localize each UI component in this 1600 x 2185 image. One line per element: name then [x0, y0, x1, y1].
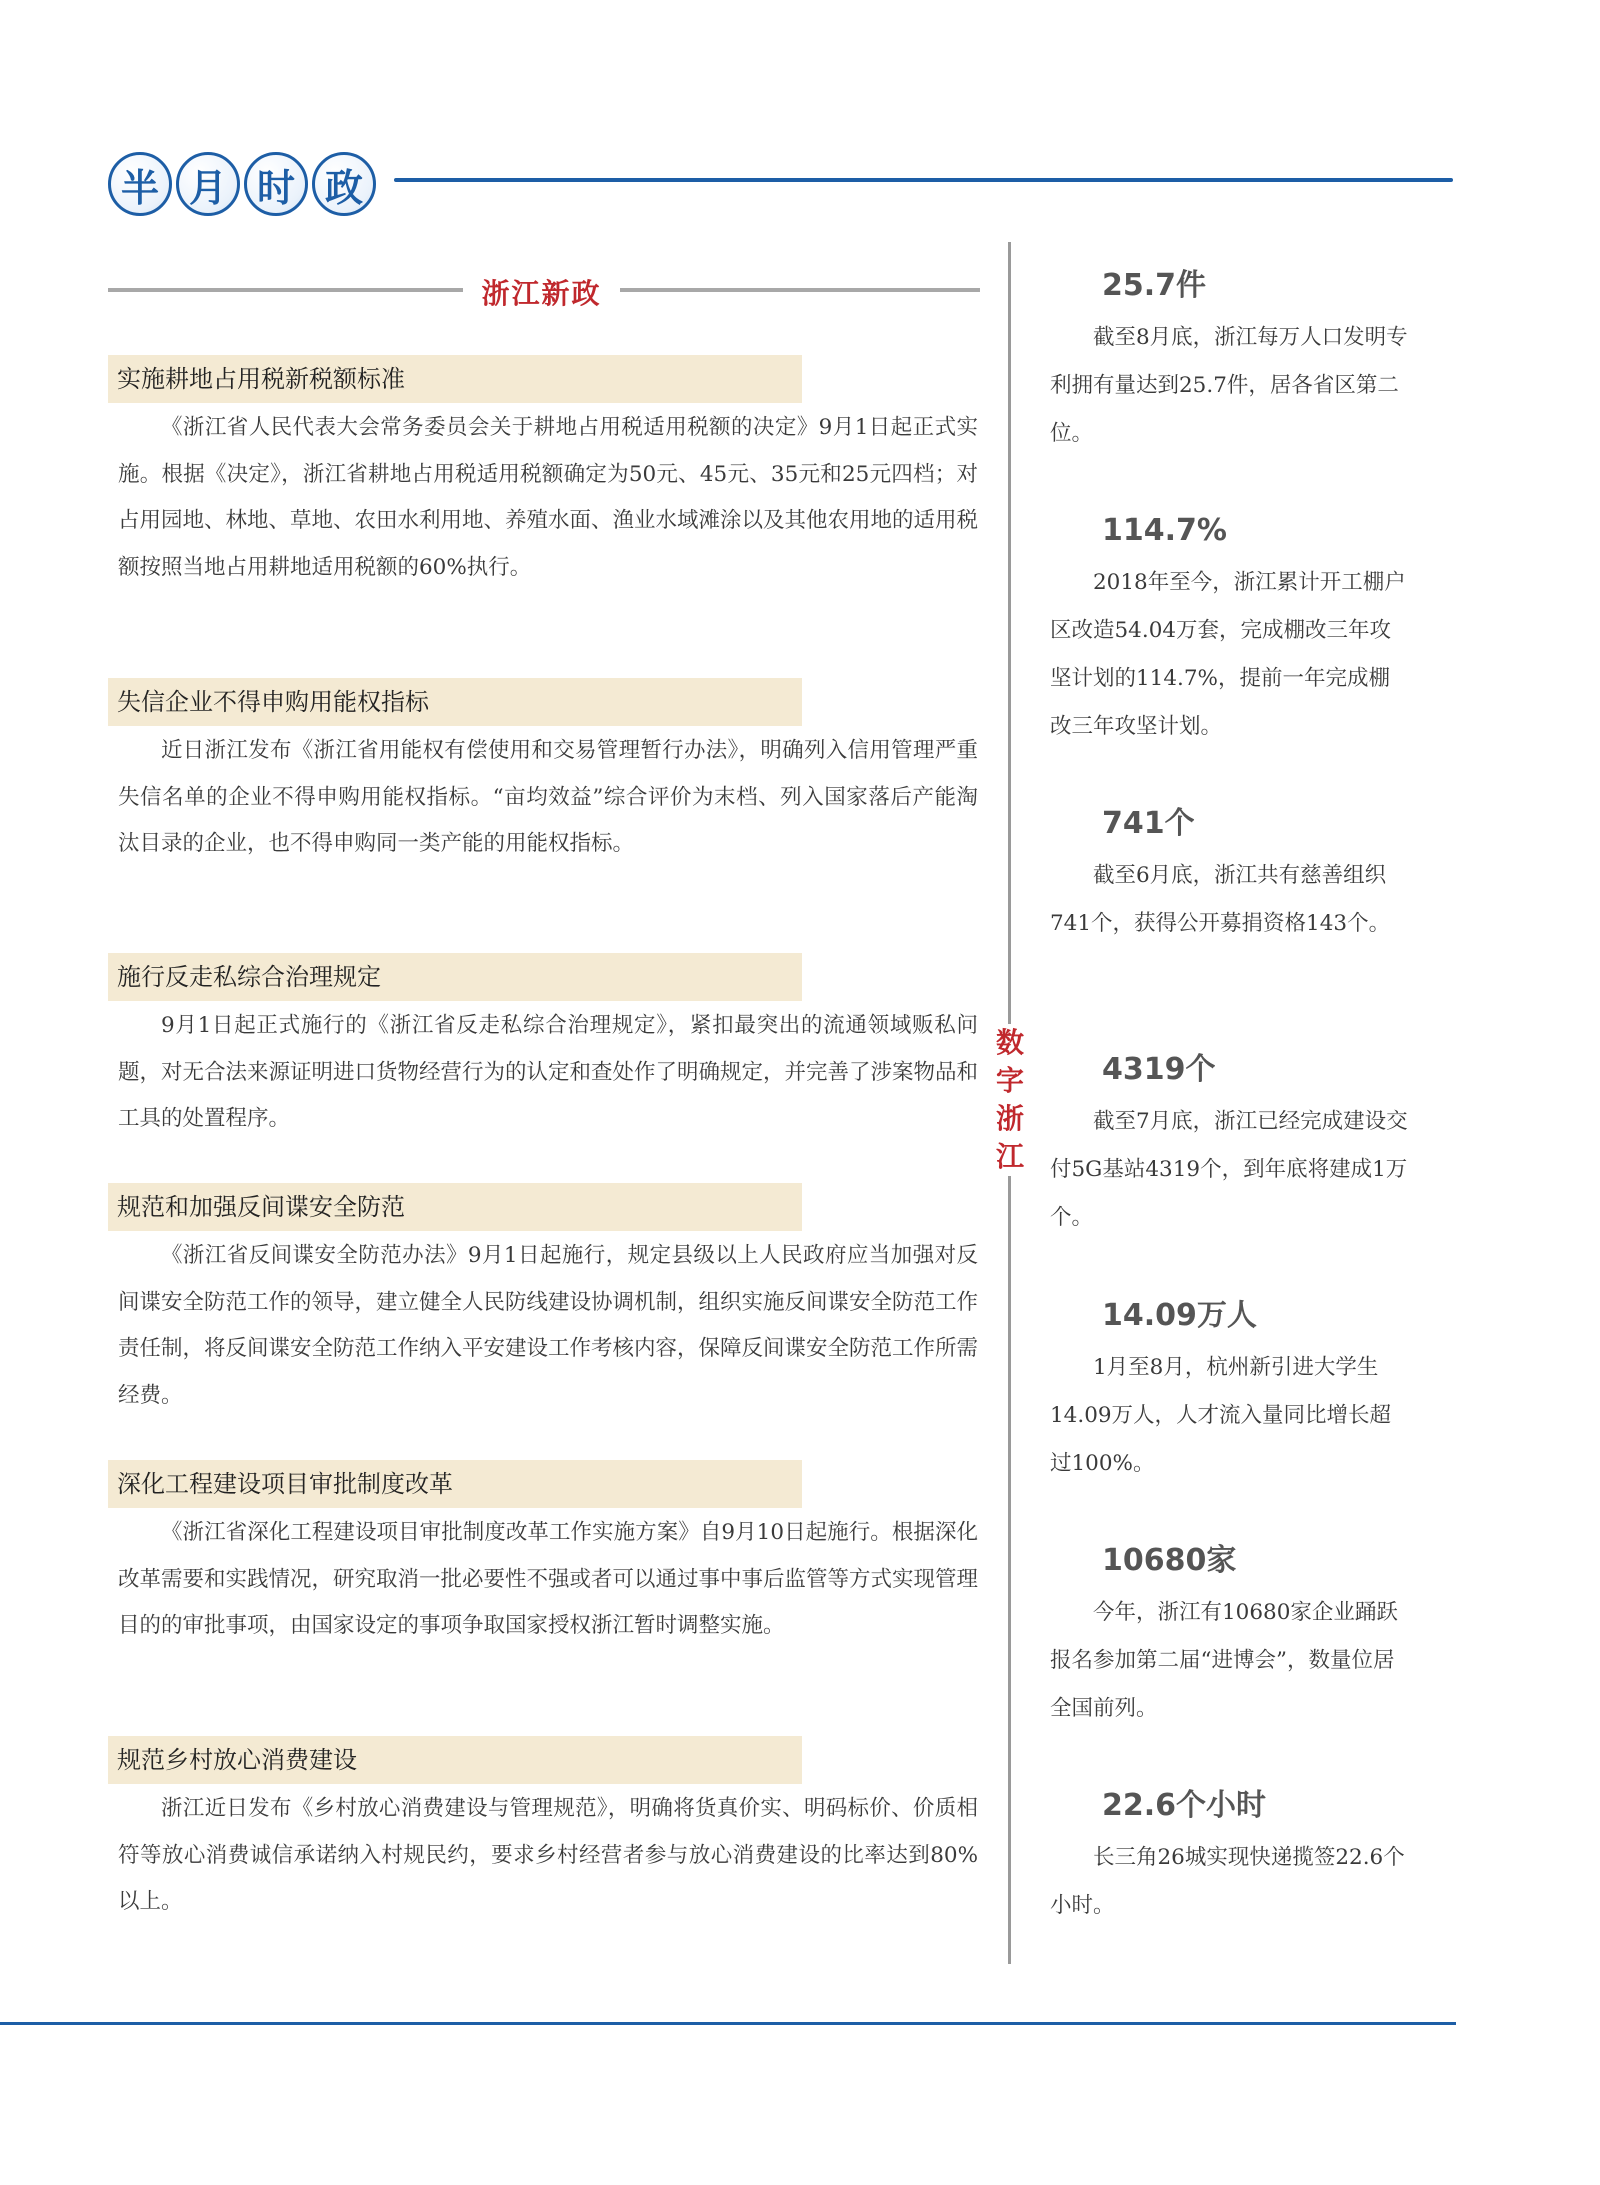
- stat-text: 截至6月底，浙江共有慈善组织741个，获得公开募捐资格143个。: [1050, 863, 1391, 936]
- stat-block: [1050, 804, 1410, 948]
- stat-text: 2018年至今，浙江累计开工棚户区改造54.04万套，完成棚改三年攻坚计划的114.7%，提前一年完成棚改三年攻坚计划。: [1050, 570, 1406, 739]
- stat-value: 114.7%: [1102, 513, 1227, 548]
- section-rule-left: [108, 288, 463, 292]
- article-title: 失信企业不得申购用能权指标: [108, 678, 802, 726]
- section-heading: [108, 272, 980, 308]
- side-label-char: 江: [995, 1140, 1024, 1173]
- article-title: 深化工程建设项目审批制度改革: [108, 1460, 802, 1508]
- article: [108, 953, 978, 1143]
- stat-value: 741个: [1102, 806, 1195, 841]
- masthead: [108, 152, 1453, 222]
- article: [108, 1736, 978, 1926]
- stat-text: 截至7月底，浙江已经完成建设交付5G基站4319个，到年底将建成1万个。: [1050, 1109, 1408, 1230]
- stat-block: [1050, 1541, 1410, 1733]
- article-body: 《浙江省深化工程建设项目审批制度改革工作实施方案》自9月10日起施行。根据深化改革需要和实践情况，研究取消一批必要性不强或者可以通过事中事后监管等方式实现管理目的的审批事项，由国家设定的事项争取国家授权浙江暂时调整实施。: [118, 1520, 979, 1638]
- article-body: 《浙江省人民代表大会常务委员会关于耕地占用税适用税额的决定》9月1日起正式实施。根据《决定》，浙江省耕地占用税适用税额确定为50元、45元、35元和25元四档；对占用园地、林地、草地、农田水利用地、养殖水面、渔业水域滩涂以及其他农用地的适用税额按照当地占用耕地适用税额的60%执行。: [118, 415, 979, 580]
- masthead-char: 政: [312, 152, 376, 216]
- stat-text: 今年，浙江有10680家企业踊跃报名参加第二届“进博会”，数量位居全国前列。: [1050, 1600, 1398, 1721]
- footer-rule: [0, 2022, 1456, 2025]
- stat-text: 1月至8月，杭州新引进大学生14.09万人，人才流入量同比增长超过100%。: [1050, 1355, 1392, 1476]
- stat-value: 10680家: [1102, 1543, 1237, 1578]
- stat-block: [1050, 1786, 1410, 1930]
- stat-value: 4319个: [1102, 1052, 1216, 1087]
- side-label-char: 数: [995, 1026, 1024, 1059]
- article-title: 规范乡村放心消费建设: [108, 1736, 802, 1784]
- article-title: 实施耕地占用税新税额标准: [108, 355, 802, 403]
- masthead-title: [108, 152, 376, 216]
- side-label: [994, 1024, 1026, 1176]
- article-title: 规范和加强反间谍安全防范: [108, 1183, 802, 1231]
- masthead-char: 月: [176, 152, 240, 216]
- article-body: 《浙江省反间谍安全防范办法》9月1日起施行，规定县级以上人民政府应当加强对反间谍安全防范工作的领导，建立健全人民防线建设协调机制，组织实施反间谍安全防范工作责任制，将反间谍安全防范工作纳入平安建设工作考核内容，保障反间谍安全防范工作所需经费。: [118, 1243, 979, 1408]
- side-label-char: 浙: [995, 1102, 1024, 1135]
- stat-block: [1050, 511, 1410, 751]
- article: [108, 678, 978, 868]
- masthead-char: 时: [244, 152, 308, 216]
- article-body: 浙江近日发布《乡村放心消费建设与管理规范》，明确将货真价实、明码标价、价质相符等放心消费诚信承诺纳入村规民约，要求乡村经营者参与放心消费建设的比率达到80%以上。: [118, 1796, 978, 1914]
- article: [108, 1183, 978, 1419]
- stat-value: 22.6个小时: [1102, 1788, 1267, 1823]
- masthead-rule: [394, 178, 1453, 182]
- article: [108, 1460, 978, 1650]
- stat-block: [1050, 1050, 1410, 1242]
- stat-text: 截至8月底，浙江每万人口发明专利拥有量达到25.7件，居各省区第二位。: [1050, 325, 1408, 446]
- section-title: 浙江新政: [481, 277, 602, 310]
- stat-block: [1050, 1296, 1410, 1488]
- masthead-char: 半: [108, 152, 172, 216]
- side-label-char: 字: [995, 1064, 1024, 1097]
- stat-value: 14.09万人: [1102, 1298, 1257, 1333]
- stat-block: [1050, 266, 1410, 458]
- article-body: 近日浙江发布《浙江省用能权有偿使用和交易管理暂行办法》，明确列入信用管理严重失信名单的企业不得申购用能权指标。“亩均效益”综合评价为末档、列入国家落后产能淘汰目录的企业，也不得申购同一类产能的用能权指标。: [118, 738, 978, 856]
- article: [108, 355, 978, 591]
- stat-value: 25.7件: [1102, 268, 1207, 303]
- article-body: 9月1日起正式施行的《浙江省反走私综合治理规定》，紧扣最突出的流通领域贩私问题，对无合法来源证明进口货物经营行为的认定和查处作了明确规定，并完善了涉案物品和工具的处置程序。: [118, 1013, 979, 1131]
- section-rule-right: [620, 288, 980, 292]
- stat-text: 长三角26城实现快递揽签22.6个小时。: [1050, 1845, 1405, 1918]
- article-title: 施行反走私综合治理规定: [108, 953, 802, 1001]
